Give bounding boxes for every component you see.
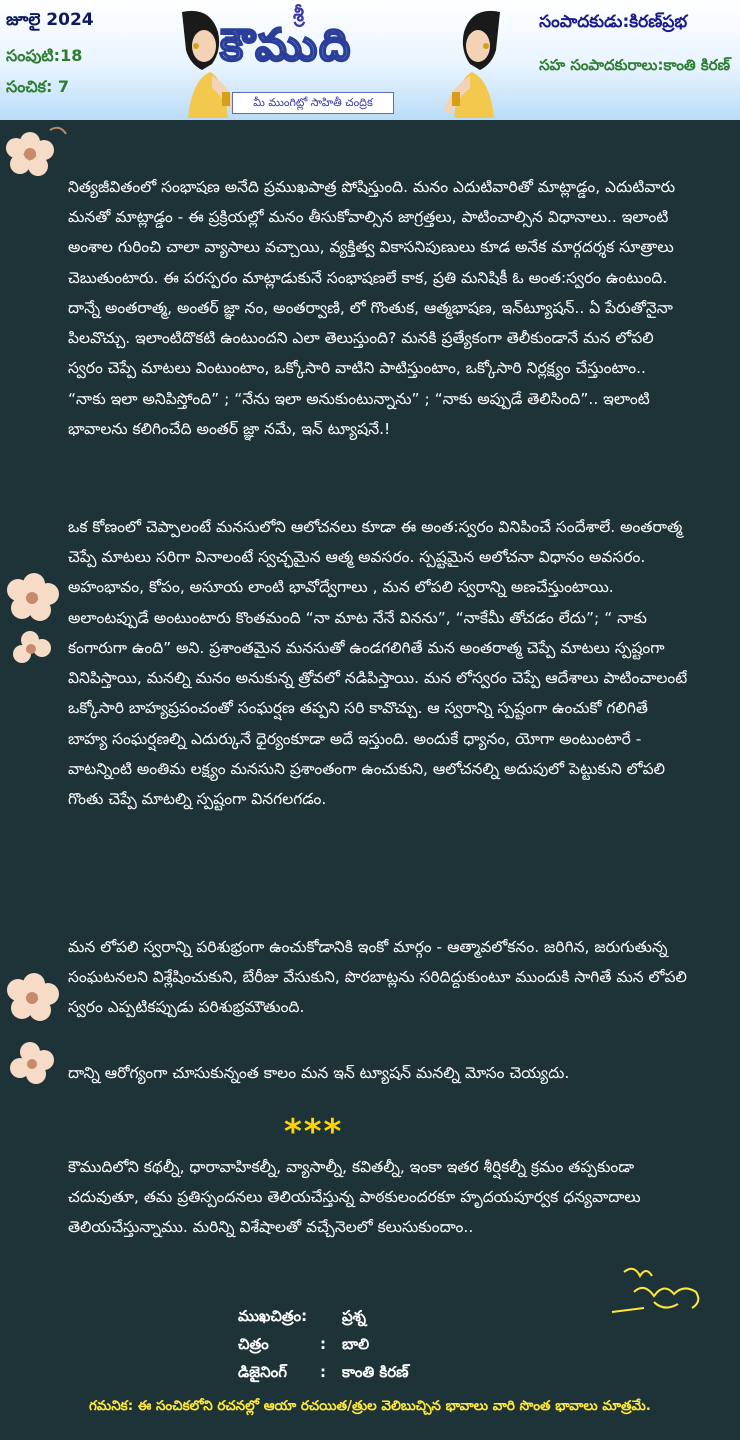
paragraph-2: ఒక కోణంలో చెప్పాలంటే మనసులోని ఆలోచనలు కూడా ఈ అంత:స్వరం వినిపించే సందేశాలే. అంతరాత్మ చెప్పే మాటలు సరిగా వినాలంటే స్వచ్ఛమైన ఆత్మ అవసరం. స్పష్టమైన అలోచనా విధానం అవసరం. అహంభావం, కోపం, అసూయ లాంటి భావోద్వేగాలు , మన లోపలి స్వరాన్ని అణచేస్తుంటాయి. అలాంటప్పుడే అంటుంటారు కొంతమంది “నా మాట నేనే వినను”, “నాకేమీ తోచడం లేదు”; “ నాకు కంగారుగా ఉంది” అని. ప్రశాంతమైన మనసుతో ఉండగలిగితే మన అంతరాత్మ చెప్పే మాటలు స్పష్టంగా వినిపిస్తాయి, మనల్ని మనం అనుకున్న త్రోవలో నడిపిస్తాయి. మన లోస్వరం చెప్పే ఆదేశాలు పాటించాలంటే ఒక్కోసారి బాహ్యప్రపంచంతో సంఘర్షణ తప్పని సరి కావొచ్చు. ఆ స్వరాన్ని స్పష్టంగా ఉంచుకో గలిగితే బాహ్య సంఘర్షణల్ని ఎదుర్కునే ధైర్యంకూడా అదే ఇస్తుంది. అందుకే ధ్యానం, యోగా అంటుంటారే - వాటన్నింటి అంతిమ లక్ష్యం మనసుని ప్రశాంతంగా ఉంచుకుని, ఆలోచనల్ని అదుపులో పెట్టుకుని లోపలి గొంతు చెప్పే మాటల్ని స్పష్టంగా వినగలగడం. bbox=[68, 518, 688, 808]
closing-paragraph: కౌముదిలోని కథల్నీ, ధారావాహికల్నీ, వ్యాసాల్నీ, కవితల్నీ, ఇంకా ఇతర శీర్షికల్నీ క్రమం తప్పకుండా చదువుతూ, తమ ప్రతిస్పందనలు తెలియచేస్తున్న పాఠకులందరకూ హృదయపూర్వక ధన్యవాదాలు తెలియచేస్తున్నాము. మరిన్ని విశేషాలతో వచ్చేనెలలో కలుసుకుందాం.. bbox=[68, 1158, 641, 1237]
credit-cover bbox=[238, 1302, 409, 1330]
disclaimer-footer: గమనిక: ఈ సంచికలోని రచనల్లో ఆయా రచయిత/త్రుల వెలిబుచ్చిన భావాలు వారి సొంత భావాలు మాత్రమే. bbox=[89, 1398, 651, 1414]
editor-info bbox=[539, 12, 730, 78]
credit-separator: : bbox=[320, 1363, 326, 1381]
issue-info bbox=[6, 10, 94, 100]
editor-signature bbox=[604, 1262, 714, 1322]
section-divider-stars: *** bbox=[284, 1112, 344, 1152]
credit-separator: : bbox=[320, 1335, 326, 1353]
magazine-logo: కౌముది bbox=[220, 20, 353, 71]
masthead bbox=[0, 0, 740, 120]
credit-value: కాంతి కిరణ్ bbox=[342, 1363, 409, 1381]
credit-design bbox=[238, 1358, 409, 1386]
volume-number: సంపుటి:18 bbox=[6, 46, 83, 65]
paragraph-1: నిత్యజీవితంలో సంభాషణ అనేది ప్రముఖపాత్ర పోషిస్తుంది. మనం ఎదుటివారితో మాట్లాడ్డం, ఎదుటివారు మనతో మాట్లాడ్డం - ఈ ప్రక్రియల్లో మనం తీసుకోవాల్సిన జాగ్రత్తలు, పాటించాల్సిన విధానాలు.. ఇలాంటి అంశాల గురించి చాలా వ్యాసాలు వచ్చాయి, వ్యక్తిత్వ వికాసనిపుణులు కూడ అనేక మార్గదర్శక సూత్రాలు చెబుతుంటారు. ఈ పరస్పరం మాట్లాడుకునే సంభాషణలే కాక, ప్రతి మనిషికీ ఓ అంత:స్వరం ఉంటుంది. దాన్నే అంతరాత్మ, అంతర్ జ్ఞా నం, అంతర్వాణి, లో గొంతుక, ఆత్మభాషణ, ఇన్‌ట్యూషన్.. ఏ పేరుతోనైనా పిలవొచ్చు. ఇలాంటిదొకటి ఉంటుందని ఎలా తెలుస్తుంది? మనకి ప్రత్యేకంగా తెలీకుండానే మన లోపలి స్వరం చెప్పే మాటలు వింటుంటాం, ఒక్కోసారి వాటిని పాటిస్తుంటాం, ఒక్కోసారి నిర్లక్ష్యం చేస్తుంటాం.. “నాకు ఇలా అనిపిస్తోంది” ; “నేను ఇలా అనుకుంటున్నాను” ; “నాకు అప్పుడే తెలిసింది”.. ఇలాంటి భావాలను కలిగించేది అంతర్ జ్ఞా నమే, ఇన్ ట్యూషనే.! bbox=[68, 178, 676, 438]
paragraph-3: మన లోపలి స్వరాన్ని పరిశుభ్రంగా ఉంచుకోడానికి ఇంకో మార్గం - ఆత్మావలోకనం. జరిగిన, జరుగుతున్న సంఘటనలని విశ్లేషించుకుని, బేరీజు వేసుకుని, పొరబాట్లను సరిదిద్దుకుంటూ ముందుకి సాగితే మన లోపలి స్వరం ఎప్పటికప్పుడు పరిశుభ్రమౌతుంది. bbox=[68, 938, 687, 1017]
logo-block bbox=[160, 0, 460, 120]
credit-label: ముఖచిత్రం: bbox=[238, 1307, 308, 1325]
credit-value: ప్రశ్న bbox=[342, 1307, 366, 1325]
issue-date: జూలై 2024 bbox=[6, 10, 94, 30]
sri-text: శ్రీ bbox=[293, 2, 304, 26]
flower-decoration-icon bbox=[0, 560, 70, 670]
flower-decoration-icon bbox=[0, 120, 70, 190]
bottom-band bbox=[0, 1420, 740, 1440]
paragraph-4: దాన్ని ఆరోగ్యంగా చూసుకున్నంత కాలం మన ఇన్ ట్యూషన్ మనల్ని మోసం చెయ్యదు. bbox=[68, 1064, 570, 1082]
tagline: మీ ముంగిట్లో సాహితీ చంద్రిక bbox=[232, 92, 394, 114]
credit-label: చిత్రం bbox=[238, 1335, 269, 1353]
editor-name: సంపాదకుడు:కిరణ్‌ప్రభ bbox=[539, 12, 688, 32]
credit-label: డిజైనింగ్ bbox=[238, 1363, 287, 1381]
right-lady-namaste-illustration bbox=[440, 6, 530, 120]
credit-illustration bbox=[238, 1330, 409, 1358]
co-editor-name: సహ సంపాదకురాలు:కాంతి కిరణ్ bbox=[539, 56, 730, 74]
flower-decoration-icon bbox=[0, 960, 70, 1090]
credits-block bbox=[238, 1302, 409, 1386]
issue-number: సంచిక: 7 bbox=[6, 77, 70, 96]
credit-value: బాలి bbox=[342, 1335, 370, 1353]
